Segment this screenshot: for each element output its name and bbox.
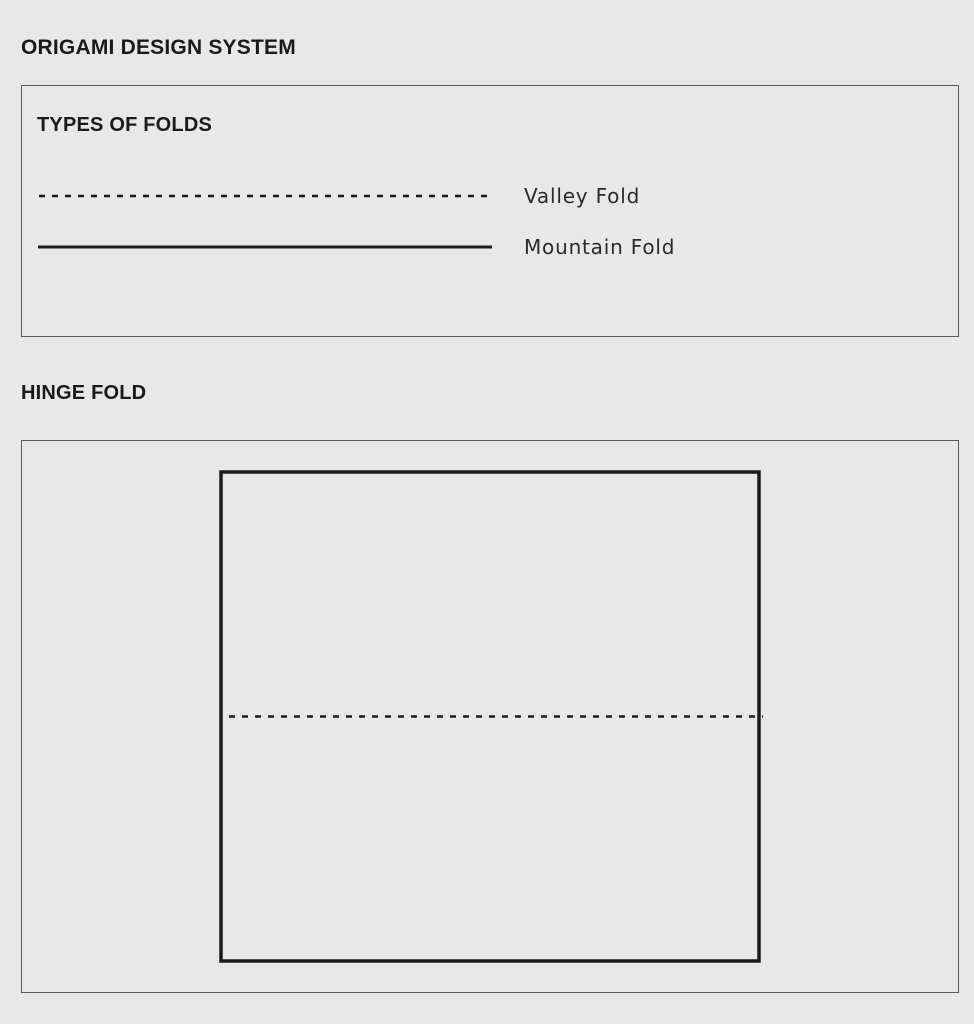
valley-fold-label: Valley Fold: [524, 184, 641, 208]
types-of-folds-panel: [21, 85, 959, 337]
types-of-folds-heading: TYPES OF FOLDS: [37, 114, 213, 136]
hinge-fold-panel: [21, 440, 959, 993]
mountain-fold-line-icon: [37, 232, 497, 262]
mountain-fold-label: Mountain Fold: [524, 235, 676, 259]
hinge-fold-heading: HINGE FOLD: [21, 382, 147, 404]
page-title: ORIGAMI DESIGN SYSTEM: [21, 36, 296, 59]
hinge-fold-diagram: [22, 441, 958, 992]
legend-item-mountain-fold: [37, 232, 737, 262]
valley-fold-line-icon: [37, 181, 497, 211]
legend-item-valley-fold: [37, 181, 737, 211]
